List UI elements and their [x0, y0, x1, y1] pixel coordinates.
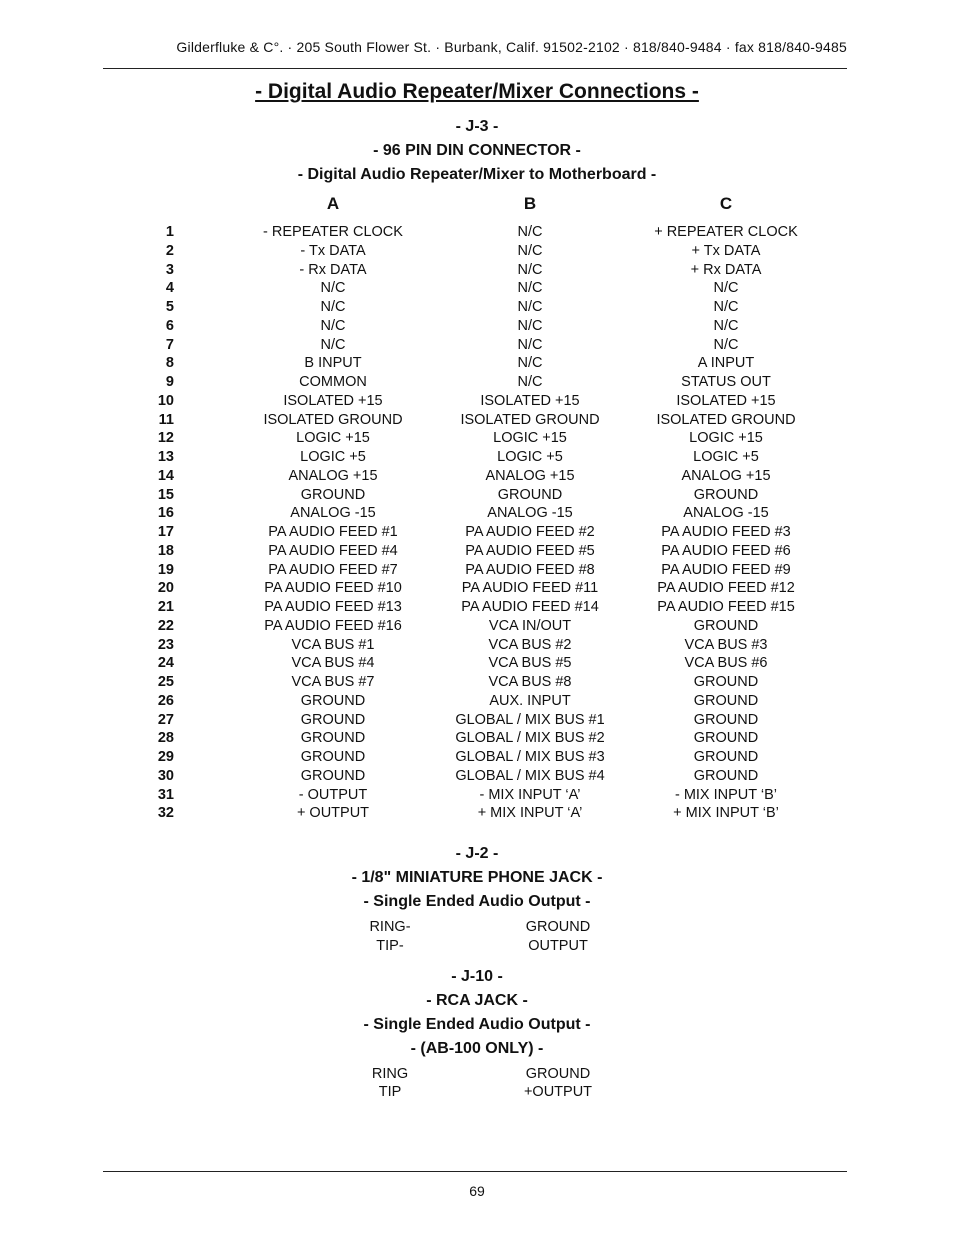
table-row	[0, 561, 954, 580]
pin-number: 30	[157, 767, 174, 784]
pin-number: 29	[157, 749, 174, 765]
header-rule	[103, 68, 847, 69]
pin-a-signal: ANALOG -15	[290, 505, 376, 522]
pin-number: 12	[157, 430, 174, 447]
pin-c-signal: GROUND	[693, 749, 759, 765]
pin-c-signal: N/C	[713, 299, 739, 315]
pin-c-signal: GROUND	[693, 486, 759, 503]
j10-tip-label: TIP	[378, 1084, 402, 1100]
j10-description: - Single Ended Audio Output -	[363, 1016, 591, 1033]
pin-number: 25	[157, 674, 174, 690]
pin-b-signal: GLOBAL / MIX BUS #2	[455, 730, 605, 747]
table-row	[0, 786, 954, 805]
pin-a-signal: GROUND	[300, 486, 366, 503]
pin-b-signal: N/C	[517, 374, 543, 390]
table-row	[0, 617, 954, 636]
table-row	[0, 279, 954, 298]
pin-number: 11	[158, 411, 174, 428]
column-header-b: B	[523, 194, 537, 213]
pin-a-signal: PA AUDIO FEED #4	[268, 542, 398, 559]
table-row	[0, 598, 954, 617]
pin-c-signal: GROUND	[693, 730, 759, 747]
pin-number: 9	[165, 374, 174, 390]
pin-b-signal: N/C	[517, 336, 543, 353]
footer-rule	[103, 1171, 847, 1172]
pin-number: 19	[157, 561, 174, 578]
pin-a-signal: B INPUT	[304, 355, 362, 372]
pin-c-signal: ISOLATED +15	[676, 392, 776, 409]
table-row	[0, 242, 954, 261]
pin-c-signal: ISOLATED GROUND	[656, 411, 796, 428]
pin-number: 1	[165, 224, 174, 240]
table-row	[0, 767, 954, 786]
pin-number: 4	[165, 280, 174, 297]
table-row	[0, 804, 954, 823]
pin-c-signal: PA AUDIO FEED #9	[661, 561, 791, 578]
pin-number: 10	[157, 392, 174, 409]
j2-tip-label: TIP-	[376, 938, 404, 954]
pin-b-signal: AUX. INPUT	[489, 692, 571, 709]
pin-a-signal: - Tx DATA	[300, 242, 366, 259]
pin-b-signal: GLOBAL / MIX BUS #4	[455, 767, 605, 784]
pin-number: 8	[165, 355, 174, 372]
pin-b-signal: VCA BUS #2	[488, 636, 572, 653]
pin-a-signal: + OUTPUT	[296, 805, 370, 822]
pin-a-signal: GROUND	[300, 767, 366, 784]
pin-number: 16	[157, 505, 174, 522]
pin-b-signal: N/C	[517, 224, 543, 240]
pin-c-signal: GROUND	[693, 692, 759, 709]
j10-model-note: - (AB-100 ONLY) -	[410, 1040, 544, 1057]
j2-tip-value: OUTPUT	[528, 938, 588, 954]
pin-b-signal: VCA IN/OUT	[488, 617, 572, 634]
pin-number: 17	[157, 524, 174, 540]
table-row	[0, 673, 954, 692]
pin-b-signal: GROUND	[497, 486, 563, 503]
table-row	[0, 504, 954, 523]
pin-a-signal: N/C	[320, 317, 346, 334]
pin-a-signal: PA AUDIO FEED #16	[264, 617, 402, 634]
pin-number: 5	[165, 299, 174, 315]
pin-b-signal: + MIX INPUT ‘A’	[477, 805, 583, 822]
pin-number: 15	[157, 486, 174, 503]
pin-b-signal: - MIX INPUT ‘A’	[479, 786, 581, 803]
pin-b-signal: N/C	[517, 317, 543, 334]
j2-label: - J-2 -	[455, 845, 499, 862]
table-row	[0, 467, 954, 486]
pin-c-signal: VCA BUS #6	[684, 655, 768, 672]
pin-c-signal: LOGIC +5	[693, 449, 759, 465]
table-row	[0, 748, 954, 767]
pin-number: 23	[157, 636, 174, 653]
pin-number: 14	[157, 467, 174, 484]
pin-a-signal: LOGIC +5	[300, 449, 366, 465]
pin-c-signal: - MIX INPUT ‘B’	[674, 786, 778, 803]
pin-b-signal: N/C	[517, 261, 543, 278]
table-row	[0, 336, 954, 355]
table-row	[0, 298, 954, 317]
pin-a-signal: PA AUDIO FEED #10	[264, 580, 402, 597]
pin-c-signal: N/C	[713, 336, 739, 353]
pin-a-signal: ISOLATED +15	[283, 392, 383, 409]
pin-c-signal: ANALOG -15	[683, 505, 769, 522]
pin-number: 21	[157, 599, 174, 615]
pin-number: 7	[165, 336, 174, 353]
pin-b-signal: PA AUDIO FEED #2	[465, 524, 595, 540]
pin-a-signal: VCA BUS #1	[291, 636, 375, 653]
table-row	[0, 448, 954, 467]
pin-a-signal: GROUND	[300, 711, 366, 728]
pin-b-signal: ANALOG +15	[485, 467, 575, 484]
pin-a-signal: - Rx DATA	[299, 261, 367, 278]
pin-c-signal: PA AUDIO FEED #12	[657, 580, 795, 597]
pin-b-signal: ANALOG -15	[487, 505, 573, 522]
table-row	[0, 261, 954, 280]
j2-connector-type: - 1/8" MINIATURE PHONE JACK -	[351, 869, 603, 886]
page-number: 69	[469, 1183, 485, 1199]
pin-c-signal: GROUND	[693, 674, 759, 690]
pin-number: 20	[157, 580, 174, 597]
pin-c-signal: VCA BUS #3	[684, 636, 768, 653]
pin-c-signal: PA AUDIO FEED #3	[661, 524, 791, 540]
pin-b-signal: N/C	[517, 242, 543, 259]
pin-b-signal: N/C	[517, 355, 543, 372]
pin-number: 24	[157, 655, 174, 672]
pin-a-signal: ISOLATED GROUND	[263, 411, 403, 428]
table-row	[0, 317, 954, 336]
pin-number: 6	[165, 317, 174, 334]
pin-c-signal: STATUS OUT	[681, 374, 771, 390]
j10-connector-type: - RCA JACK -	[426, 992, 528, 1009]
pin-c-signal: + MIX INPUT ‘B’	[673, 805, 779, 822]
pin-number: 18	[157, 542, 174, 559]
table-row	[0, 654, 954, 673]
column-header-a: A	[326, 194, 340, 213]
pin-a-signal: VCA BUS #7	[291, 674, 375, 690]
pin-number: 3	[165, 261, 174, 278]
pin-c-signal: A INPUT	[697, 355, 755, 372]
pin-number: 31	[157, 786, 174, 803]
column-header-c: C	[719, 194, 733, 213]
j2-ring-value: GROUND	[525, 919, 591, 935]
pin-c-signal: + Rx DATA	[690, 261, 762, 278]
pin-b-signal: PA AUDIO FEED #14	[461, 599, 599, 615]
pin-b-signal: VCA BUS #5	[488, 655, 572, 672]
page-title: - Digital Audio Repeater/Mixer Connections -	[255, 80, 699, 103]
pin-c-signal: GROUND	[693, 711, 759, 728]
pin-b-signal: ISOLATED GROUND	[460, 411, 600, 428]
pin-b-signal: VCA BUS #8	[488, 674, 572, 690]
pin-c-signal: GROUND	[693, 767, 759, 784]
table-row	[0, 486, 954, 505]
table-row	[0, 523, 954, 542]
pin-number: 26	[157, 692, 174, 709]
pin-number: 13	[157, 449, 174, 465]
pin-b-signal: LOGIC +5	[497, 449, 563, 465]
table-row	[0, 354, 954, 373]
pin-c-signal: N/C	[713, 280, 739, 297]
pin-a-signal: PA AUDIO FEED #1	[268, 524, 398, 540]
pin-number: 32	[157, 805, 174, 822]
pin-a-signal: N/C	[320, 280, 346, 297]
pin-c-signal: + REPEATER CLOCK	[654, 224, 798, 240]
table-row	[0, 636, 954, 655]
pin-table	[0, 223, 954, 823]
pin-a-signal: PA AUDIO FEED #13	[264, 599, 402, 615]
table-row	[0, 411, 954, 430]
table-row	[0, 392, 954, 411]
pin-a-signal: ANALOG +15	[288, 467, 378, 484]
pin-a-signal: GROUND	[300, 692, 366, 709]
pin-b-signal: GLOBAL / MIX BUS #3	[455, 749, 605, 765]
pin-c-signal: N/C	[713, 317, 739, 334]
pin-number: 28	[157, 730, 174, 747]
pin-a-signal: N/C	[320, 336, 346, 353]
table-row	[0, 729, 954, 748]
pin-a-signal: PA AUDIO FEED #7	[268, 561, 398, 578]
pin-b-signal: LOGIC +15	[493, 430, 567, 447]
pin-a-signal: GROUND	[300, 730, 366, 747]
j2-description: - Single Ended Audio Output -	[363, 893, 591, 910]
table-row	[0, 579, 954, 598]
pin-a-signal: - OUTPUT	[298, 786, 368, 803]
j3-label: - J-3 -	[455, 118, 499, 135]
pin-b-signal: PA AUDIO FEED #8	[465, 561, 595, 578]
table-row	[0, 373, 954, 392]
table-row	[0, 429, 954, 448]
table-row	[0, 711, 954, 730]
page-header: Gilderfluke & C°. · 205 South Flower St. · Burbank, Calif. 91502-2102 · 818/840-9484 · fax 818/840-9485	[176, 39, 847, 55]
j3-description: - Digital Audio Repeater/Mixer to Motherboard -	[297, 166, 657, 183]
j10-ring-label: RING	[371, 1066, 409, 1082]
pin-number: 27	[157, 711, 174, 728]
table-row	[0, 542, 954, 561]
pin-b-signal: N/C	[517, 299, 543, 315]
pin-a-signal: VCA BUS #4	[291, 655, 375, 672]
j3-connector-type: - 96 PIN DIN CONNECTOR -	[373, 142, 581, 159]
pin-c-signal: LOGIC +15	[689, 430, 763, 447]
pin-a-signal: - REPEATER CLOCK	[263, 224, 403, 240]
pin-c-signal: + Tx DATA	[691, 242, 761, 259]
pin-a-signal: LOGIC +15	[296, 430, 370, 447]
pin-b-signal: PA AUDIO FEED #11	[461, 580, 599, 597]
pin-a-signal: COMMON	[299, 374, 367, 390]
pin-a-signal: GROUND	[300, 749, 366, 765]
j10-ring-value: GROUND	[525, 1066, 591, 1082]
pin-b-signal: ISOLATED +15	[480, 392, 580, 409]
pin-c-signal: GROUND	[693, 617, 759, 634]
pin-c-signal: ANALOG +15	[681, 467, 771, 484]
pin-b-signal: N/C	[517, 280, 543, 297]
pin-c-signal: PA AUDIO FEED #15	[657, 599, 795, 615]
pin-c-signal: PA AUDIO FEED #6	[661, 542, 791, 559]
pin-b-signal: GLOBAL / MIX BUS #1	[455, 711, 605, 728]
pin-a-signal: N/C	[320, 299, 346, 315]
j2-ring-label: RING-	[369, 919, 411, 935]
pin-b-signal: PA AUDIO FEED #5	[465, 542, 595, 559]
pin-number: 2	[165, 242, 174, 259]
pin-number: 22	[157, 617, 174, 634]
j10-label: - J-10 -	[451, 968, 503, 985]
j10-tip-value: +OUTPUT	[523, 1084, 593, 1100]
table-row	[0, 223, 954, 242]
table-row	[0, 692, 954, 711]
